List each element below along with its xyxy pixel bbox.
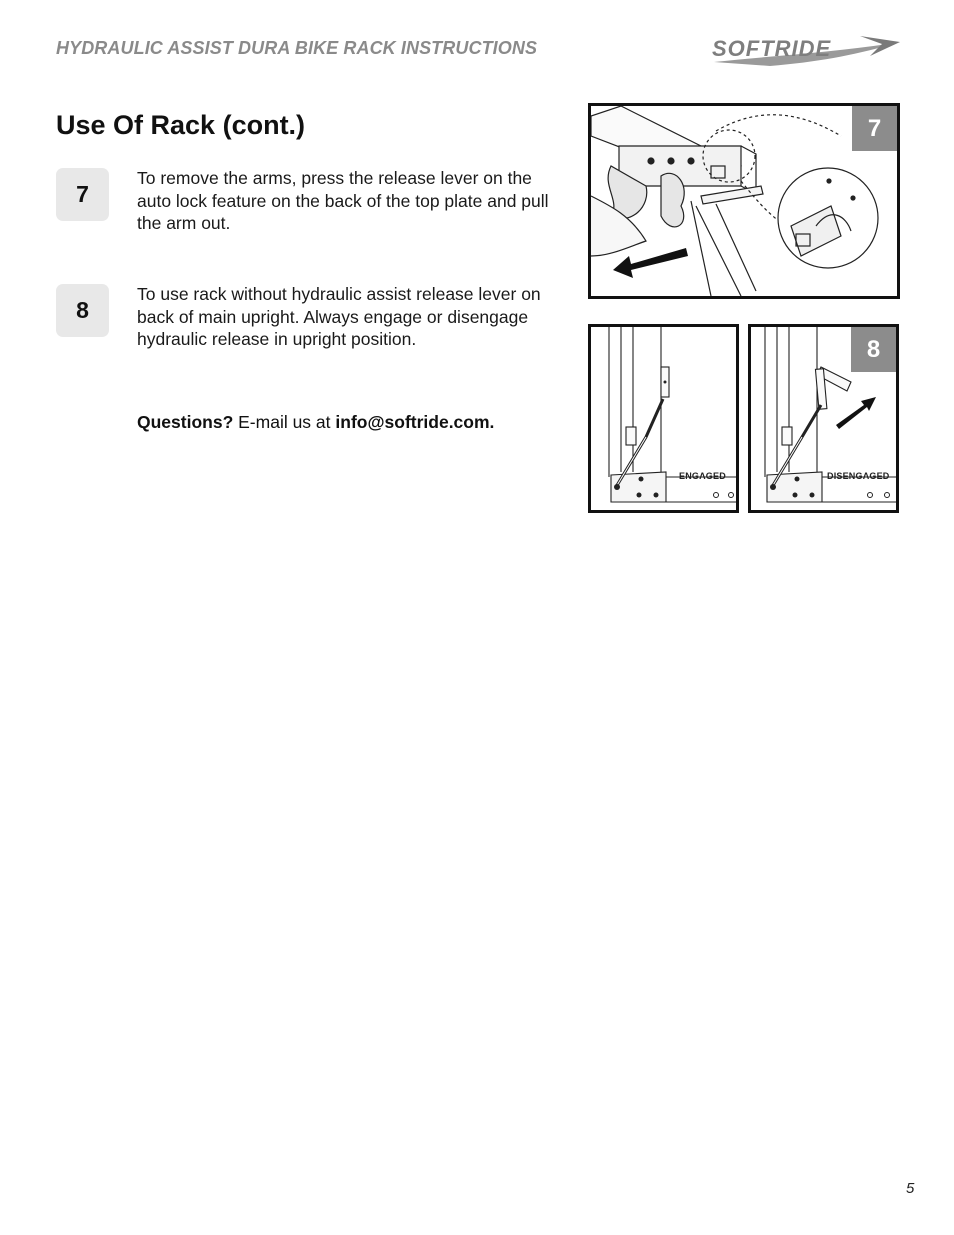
figure-8-engaged [588, 324, 739, 513]
step-8-text: To use rack without hydraulic assist release lever on back of main upright. Always engage or disengage hydraulic release in upright position. [137, 284, 541, 349]
figure-7 [588, 103, 900, 299]
questions-line [137, 412, 494, 433]
engaged-illustration [591, 327, 736, 510]
questions-label: Questions? [137, 412, 234, 432]
disengaged-label: DISENGAGED [827, 471, 890, 481]
page-title: Use Of Rack (cont.) [56, 110, 306, 140]
step-7-text: To remove the arms, press the release lever on the auto lock feature on the back of the top plate and pull the arm out. [137, 168, 549, 233]
pull-arrow-icon [613, 248, 688, 278]
svg-text:SOFTRIDE: SOFTRIDE [712, 36, 832, 61]
softride-logo [710, 32, 902, 70]
step-7-badge: 7 [56, 168, 109, 221]
figure-8-disengaged [748, 324, 899, 513]
figure-7-number: 7 [852, 106, 897, 151]
header-title: HYDRAULIC ASSIST DURA BIKE RACK INSTRUCTIONS [56, 38, 538, 58]
step-8-badge: 8 [56, 284, 109, 337]
softride-logo-swoosh [710, 32, 902, 70]
engaged-label: ENGAGED [679, 471, 726, 481]
disengage-arrow-icon [836, 397, 876, 429]
questions-text: E-mail us at [233, 412, 336, 432]
support-email-link[interactable]: info@softride.com. [335, 412, 495, 432]
figure-8-number: 8 [851, 327, 896, 372]
page-number: 5 [906, 1180, 915, 1197]
